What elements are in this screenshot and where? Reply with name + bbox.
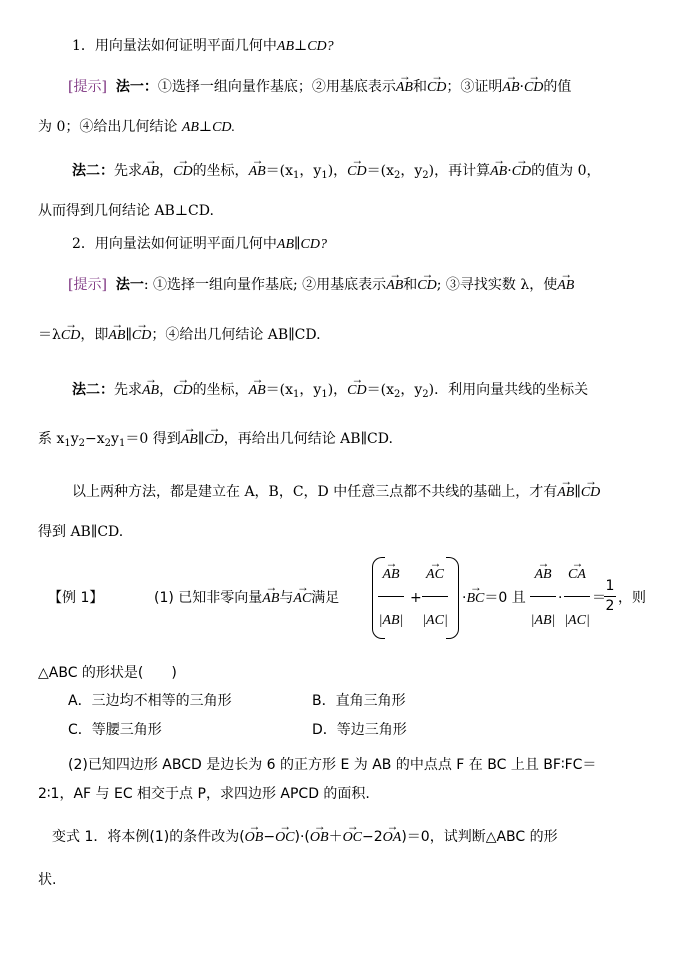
fraction-ca-over-abs-ac: → CA bbox=[562, 560, 592, 582]
hint-label: [提示] bbox=[68, 79, 107, 95]
fraction-bar bbox=[604, 596, 616, 597]
fraction-denominator: 2 bbox=[605, 598, 615, 614]
option-a: A．三边均不相等的三角形 bbox=[68, 693, 232, 709]
summary-line-1: 以上两种方法，都是建立在 A，B，C，D 中任意三点都不共线的基础上，才有→ AB∥→ CD bbox=[72, 482, 600, 502]
variant-line-1: 变式 1．将本例(1)的条件改为(→ OB−→ OC)·(→ OB＋→ OC−2→ OA)＝0，试判断△ABC 的形 bbox=[52, 827, 558, 847]
example-question: △ABC 的形状是( ) bbox=[38, 665, 177, 681]
plus-sign: + bbox=[410, 590, 422, 606]
example-part2-line-2: 2∶1，AF 与 EC 相交于点 P，求四边形 APCD 的面积. bbox=[38, 786, 370, 802]
right-paren bbox=[446, 557, 459, 639]
question-1: 1．用向量法如何证明平面几何中AB⊥CD? bbox=[72, 38, 334, 54]
example-label: 【例 1】 bbox=[48, 590, 104, 606]
dot-sign: · bbox=[558, 590, 563, 606]
option-d: D．等边三角形 bbox=[312, 722, 407, 738]
option-b: B．直角三角形 bbox=[312, 693, 406, 709]
example-part1-intro: (1) 已知非零向量→ AB与→ AC满足 bbox=[154, 588, 339, 608]
q2-method-1-line-1: [提示] 法一: ①选择一组向量作基底; ②用基底表示→ AB和→ CD; ③寻找实数 λ，使→ AB bbox=[68, 275, 574, 295]
q1-method-1-line-1: [提示] 法一：①选择一组向量作基底；②用基底表示→ AB和→ CD；③证明→ AB·→ CD的值 bbox=[68, 77, 571, 97]
q2-method-2-line-2: 系 $x_1y_2-x_2y_1=0$ 得到→ AB∥→ CD，再给出几何结论 AB∥CD. bbox=[38, 429, 393, 454]
fraction-ab-over-abs-ab-2: → AB bbox=[528, 560, 558, 582]
q2-method-1-line-2: ＝λ→ CD，即→ AB∥→ CD；④给出几何结论 AB∥CD. bbox=[38, 325, 321, 345]
equals-sign: ＝ bbox=[592, 590, 606, 606]
dot-bc-equals: ·→ BC＝0 且 bbox=[462, 588, 526, 608]
fraction-denominator: |AC| bbox=[422, 613, 448, 628]
fraction-denominator: |AB| bbox=[378, 613, 404, 628]
fraction-bar bbox=[422, 596, 448, 597]
hint-label: [提示] bbox=[68, 277, 107, 293]
option-c: C．等腰三角形 bbox=[68, 722, 162, 738]
fraction-ac-over-abs-ac: → AC bbox=[420, 560, 450, 582]
fraction-denominator: |AC| bbox=[564, 613, 590, 628]
example-tail: ，则 bbox=[618, 590, 646, 606]
q1-method-2-line-2: 从而得到几何结论 AB⊥CD. bbox=[38, 203, 214, 219]
fraction-one-half: 1 bbox=[605, 578, 615, 594]
variant-line-2: 状. bbox=[38, 872, 57, 888]
question-2: 2．用向量法如何证明平面几何中AB∥CD? bbox=[72, 236, 327, 252]
fraction-denominator: |AB| bbox=[530, 613, 556, 628]
summary-line-2: 得到 AB∥CD. bbox=[38, 524, 124, 540]
q1-method-1-line-2: 为 0；④给出几何结论 AB⊥CD. bbox=[38, 119, 236, 135]
q1-method-2-line-1: 法二：先求→ AB，→ CD的坐标，→ $AB=(x_1$，$y_1$)，→ $CD=(x_2$，$y_2$)，再计算→ AB·→ CD的值为 0， bbox=[72, 161, 601, 186]
fraction-ab-over-abs-ab: → AB bbox=[376, 560, 406, 582]
example-part2-line-1: (2)已知四边形 ABCD 是边长为 6 的正方形 E 为 AB 的中点点 F 在 BC 上且 BF∶FC＝ bbox=[68, 757, 597, 773]
fraction-bar bbox=[378, 596, 404, 597]
fraction-bar bbox=[530, 596, 556, 597]
fraction-bar bbox=[564, 596, 590, 597]
q2-method-2-line-1: 法二：先求→ AB，→ CD的坐标，→ $AB=(x_1$，$y_1$)，→ $CD=(x_2$，$y_2$)．利用向量共线的坐标关 bbox=[72, 380, 588, 405]
